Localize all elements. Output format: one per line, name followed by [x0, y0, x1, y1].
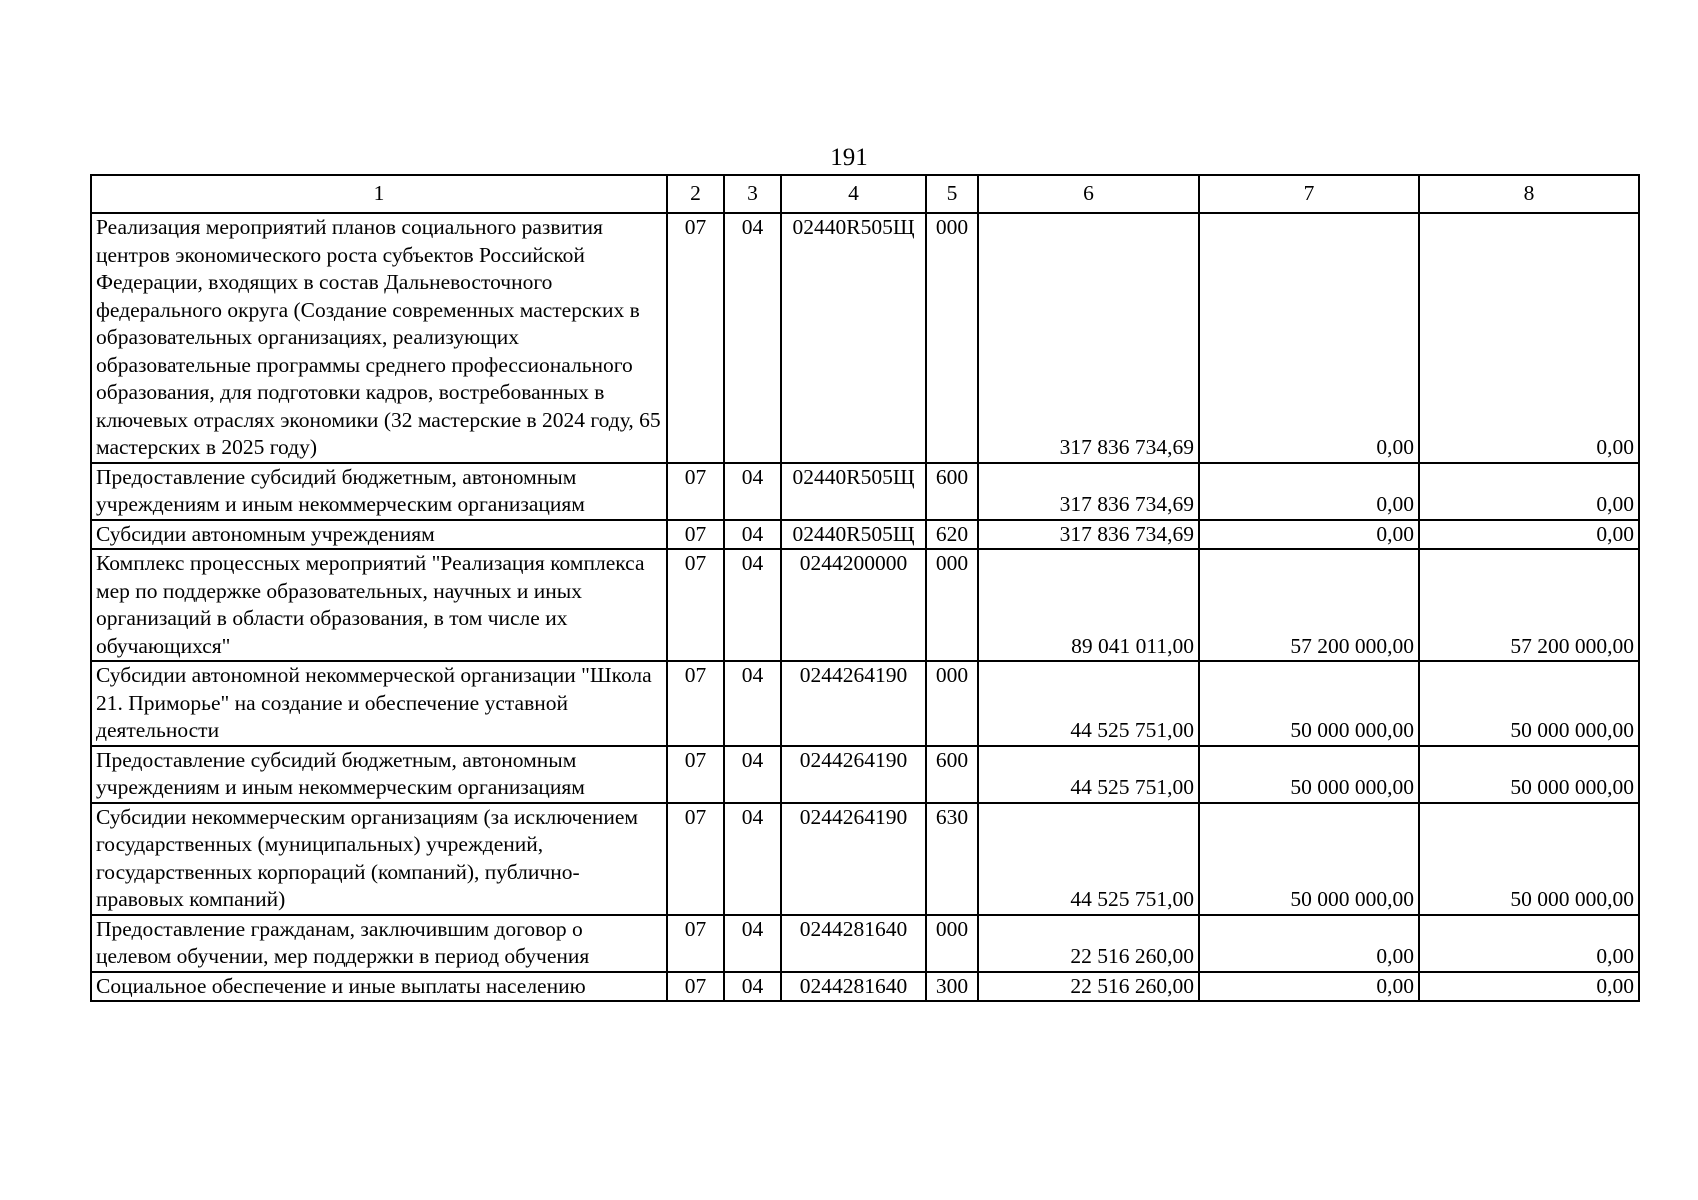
table-row [91, 213, 1639, 463]
amount-col-8: 0,00 [1419, 213, 1639, 463]
expense-type-code: 000 [926, 661, 978, 746]
amount-col-7: 0,00 [1199, 520, 1419, 550]
target-article-code: 02440R505Щ [781, 520, 926, 550]
amount-col-7: 0,00 [1199, 463, 1419, 520]
row-name: Предоставление субсидий бюджетным, автономным учреждениям и иным некоммерческим организациям [91, 463, 667, 520]
table-row [91, 463, 1639, 520]
table-row [91, 661, 1639, 746]
expense-type-code: 300 [926, 972, 978, 1002]
column-header: 7 [1199, 175, 1419, 213]
expense-type-code: 600 [926, 463, 978, 520]
target-article-code: 0244264190 [781, 746, 926, 803]
column-header: 3 [724, 175, 781, 213]
section-code: 07 [667, 520, 724, 550]
amount-col-6: 44 525 751,00 [978, 661, 1199, 746]
target-article-code: 02440R505Щ [781, 213, 926, 463]
row-name: Субсидии автономным учреждениям [91, 520, 667, 550]
row-name: Субсидии автономной некоммерческой организации "Школа 21. Приморье" на создание и обеспечение уставной деятельности [91, 661, 667, 746]
section-code: 07 [667, 972, 724, 1002]
amount-col-6: 317 836 734,69 [978, 520, 1199, 550]
row-name: Предоставление гражданам, заключившим договор о целевом обучении, мер поддержки в период обучения [91, 915, 667, 972]
budget-table [90, 174, 1640, 1002]
subsection-code: 04 [724, 463, 781, 520]
section-code: 07 [667, 549, 724, 661]
amount-col-8: 0,00 [1419, 463, 1639, 520]
amount-col-8: 0,00 [1419, 915, 1639, 972]
section-code: 07 [667, 661, 724, 746]
amount-col-7: 0,00 [1199, 915, 1419, 972]
amount-col-8: 0,00 [1419, 972, 1639, 1002]
section-code: 07 [667, 803, 724, 915]
section-code: 07 [667, 915, 724, 972]
column-header: 2 [667, 175, 724, 213]
amount-col-8: 0,00 [1419, 520, 1639, 550]
row-name: Реализация мероприятий планов социального развития центров экономического роста субъектов Российской Федерации, входящих в состав Дальневосточного федерального округа (Создание современных мастерских в образовательных организациях, реализующих образовательные программы среднего профессионального образования, для подготовки кадров, востребованных в ключевых отраслях экономики (32 мастерские в 2024 году, 65 мастерских в 2025 году) [91, 213, 667, 463]
table-row [91, 549, 1639, 661]
target-article-code: 0244264190 [781, 661, 926, 746]
expense-type-code: 000 [926, 213, 978, 463]
amount-col-6: 22 516 260,00 [978, 972, 1199, 1002]
page-number: 191 [830, 144, 868, 171]
amount-col-8: 50 000 000,00 [1419, 661, 1639, 746]
section-code: 07 [667, 463, 724, 520]
table-row [91, 520, 1639, 550]
table-row [91, 972, 1639, 1002]
amount-col-6: 44 525 751,00 [978, 746, 1199, 803]
expense-type-code: 000 [926, 549, 978, 661]
subsection-code: 04 [724, 661, 781, 746]
row-name: Предоставление субсидий бюджетным, автономным учреждениям и иным некоммерческим организациям [91, 746, 667, 803]
table-header-row [91, 175, 1639, 213]
amount-col-6: 317 836 734,69 [978, 213, 1199, 463]
amount-col-7: 0,00 [1199, 213, 1419, 463]
target-article-code: 0244264190 [781, 803, 926, 915]
amount-col-8: 50 000 000,00 [1419, 746, 1639, 803]
table-row [91, 803, 1639, 915]
subsection-code: 04 [724, 213, 781, 463]
amount-col-7: 57 200 000,00 [1199, 549, 1419, 661]
row-name: Комплекс процессных мероприятий "Реализация комплекса мер по поддержке образовательных, научных и иных организаций в области образования, в том числе их обучающихся" [91, 549, 667, 661]
row-name: Социальное обеспечение и иные выплаты населению [91, 972, 667, 1002]
target-article-code: 0244281640 [781, 972, 926, 1002]
subsection-code: 04 [724, 915, 781, 972]
expense-type-code: 620 [926, 520, 978, 550]
expense-type-code: 000 [926, 915, 978, 972]
table-row [91, 915, 1639, 972]
target-article-code: 02440R505Щ [781, 463, 926, 520]
subsection-code: 04 [724, 803, 781, 915]
amount-col-8: 57 200 000,00 [1419, 549, 1639, 661]
amount-col-6: 89 041 011,00 [978, 549, 1199, 661]
amount-col-6: 44 525 751,00 [978, 803, 1199, 915]
subsection-code: 04 [724, 520, 781, 550]
amount-col-6: 317 836 734,69 [978, 463, 1199, 520]
section-code: 07 [667, 746, 724, 803]
column-header: 5 [926, 175, 978, 213]
subsection-code: 04 [724, 746, 781, 803]
amount-col-8: 50 000 000,00 [1419, 803, 1639, 915]
column-header: 1 [91, 175, 667, 213]
amount-col-7: 0,00 [1199, 972, 1419, 1002]
target-article-code: 0244200000 [781, 549, 926, 661]
amount-col-7: 50 000 000,00 [1199, 661, 1419, 746]
column-header: 4 [781, 175, 926, 213]
column-header: 6 [978, 175, 1199, 213]
amount-col-7: 50 000 000,00 [1199, 803, 1419, 915]
section-code: 07 [667, 213, 724, 463]
row-name: Субсидии некоммерческим организациям (за исключением государственных (муниципальных) учреждений, государственных корпораций (компаний), публично-правовых компаний) [91, 803, 667, 915]
subsection-code: 04 [724, 972, 781, 1002]
table-row [91, 746, 1639, 803]
expense-type-code: 630 [926, 803, 978, 915]
column-header: 8 [1419, 175, 1639, 213]
amount-col-6: 22 516 260,00 [978, 915, 1199, 972]
target-article-code: 0244281640 [781, 915, 926, 972]
expense-type-code: 600 [926, 746, 978, 803]
amount-col-7: 50 000 000,00 [1199, 746, 1419, 803]
subsection-code: 04 [724, 549, 781, 661]
